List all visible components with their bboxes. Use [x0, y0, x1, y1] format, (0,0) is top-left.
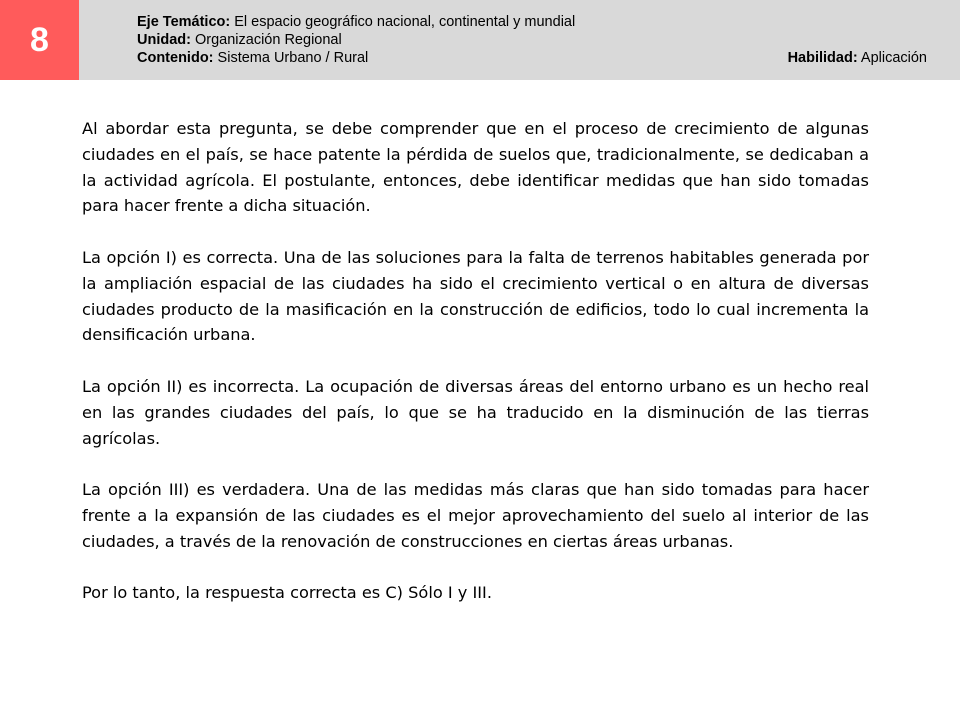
contenido-value: Sistema Urbano / Rural — [217, 50, 369, 66]
contenido-label: Contenido: — [137, 50, 214, 66]
paragraph-option-2: La opción II) es incorrecta. La ocupación de diversas áreas del entorno urbano es un hecho real en las grandes ciudades del país, lo que se ha traducido en la disminución de las tierras agrícolas. — [82, 376, 869, 448]
header-bar — [0, 0, 960, 80]
unidad-value: Organización Regional — [195, 32, 342, 48]
unidad-label: Unidad: — [137, 32, 191, 48]
unidad-line — [137, 31, 927, 49]
question-number: 8 — [30, 20, 49, 59]
explanation-body — [82, 116, 869, 632]
eje-tematico-label: Eje Temático: — [137, 14, 231, 30]
question-number-box — [0, 0, 79, 80]
paragraph-option-3: La opción III) es verdadera. Una de las medidas más claras que han sido tomadas para hacer frente a la expansión de las ciudades es el mejor aprovechamiento del suelo al interior de las ciudades, a través de la renovación de construcciones en ciertas áreas urbanas. — [82, 480, 869, 551]
habilidad-label: Habilidad: — [787, 50, 858, 66]
paragraph-option-1: La opción I) es correcta. Una de las soluciones para la falta de terrenos habitables generada por la ampliación espacial de las ciudades ha sido el crecimiento vertical o en altura de diversas ciudades producto de la masificación en la construcción de edificios, todo lo cual incrementa la densificación urbana. — [82, 247, 869, 345]
habilidad-line — [788, 49, 927, 67]
eje-tematico-line — [137, 13, 927, 31]
paragraph-conclusion: Por lo tanto, la respuesta correcta es C) Sólo I y III. — [82, 583, 492, 603]
habilidad-value: Aplicación — [860, 50, 927, 66]
paragraph-intro: Al abordar esta pregunta, se debe comprender que en el proceso de crecimiento de algunas ciudades en el país, se hace patente la pérdida de suelos que, tradicionalmente, se dedicaban a la actividad agrícola. El postulante, entonces, debe identificar medidas que han sido tomadas para hacer frente a dicha situación. — [82, 119, 869, 216]
eje-tematico-value: El espacio geográfico nacional, continental y mundial — [234, 14, 576, 30]
